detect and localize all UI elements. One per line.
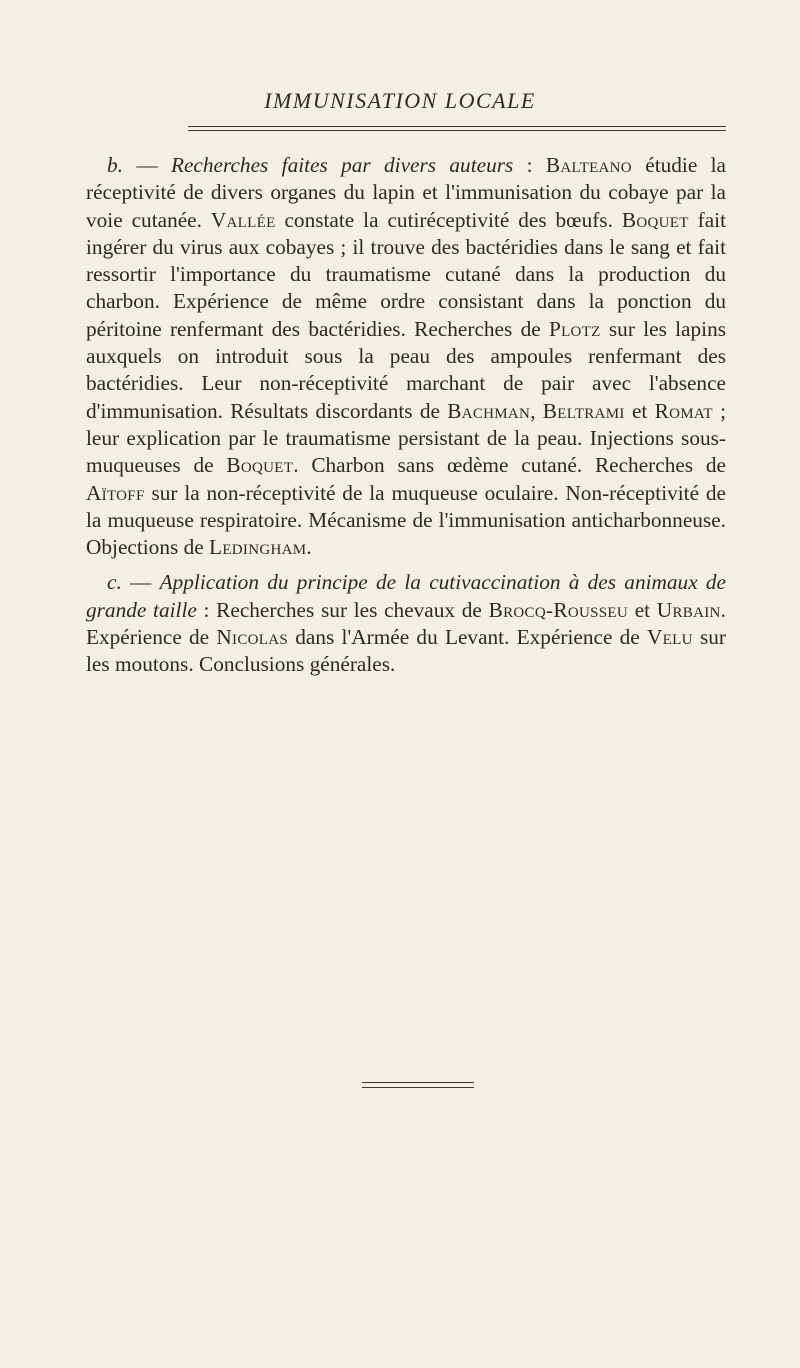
author-ledingham: Ledingham: [209, 535, 307, 560]
text-segment: étudie la réceptivité de divers organes du lapin et l'immunisation du cobaye par la voie cutanée.: [86, 153, 727, 232]
author-nicolas: Nicolas: [216, 625, 288, 650]
paragraph-c-heading: Application du principe de la cutivaccination à des animaux de grande taille: [86, 570, 727, 622]
text-segment: . Charbon sans œdème cutané. Recherches de: [293, 453, 727, 478]
paragraph-c-dash: —: [130, 570, 152, 595]
author-beltrami: Beltrami: [542, 398, 625, 423]
paragraph-b: [86, 152, 726, 561]
paragraph-c-marker: c.: [107, 570, 122, 595]
text-segment: dans l'Armée du Levant. Expérience de: [288, 625, 647, 650]
text-segment: constate la cutiréceptivité des bœufs.: [275, 207, 622, 232]
text-segment: et: [628, 597, 657, 622]
text-segment: fait ingérer du virus aux cobayes ; il trouve des bactéridies dans le sang et fait ressortir l'importance du traumatisme cutané dans la production du charbon. Expérience de même ordre consistant dans la ponction du péritoine renfermant des bactéridies. Recherches de: [86, 207, 726, 341]
text-segment: ,: [530, 398, 543, 423]
paragraph-b-marker: b.: [107, 153, 123, 177]
author-brocq-rousseu: Brocq-Rousseu: [488, 597, 628, 622]
text-segment: sur les moutons. Conclusions générales.: [86, 625, 726, 677]
paragraph-b-heading: Recherches faites par divers auteurs: [170, 153, 514, 177]
author-aitoff: Aïtoff: [86, 480, 145, 505]
paragraph-b-colon: :: [513, 153, 546, 177]
author-boquet: Boquet: [621, 207, 689, 232]
header-double-rule: [188, 126, 726, 131]
end-double-rule: [362, 1082, 474, 1088]
author-urbain: Urbain: [656, 597, 721, 622]
paragraph-c-colon: :: [196, 597, 217, 622]
text-segment: . Expérience de: [86, 597, 726, 650]
body-text: [86, 152, 726, 679]
text-segment: .: [306, 535, 312, 560]
author-velu: Velu: [646, 625, 693, 650]
author-vallee: Vallée: [210, 207, 276, 232]
text-segment: sur les lapins auxquels on introduit sous la peau des ampoules renfermant des bactéridies. Leur non-réceptivité marchant de pair avec l'absence d'immunisation. Résultats discordants de: [86, 316, 727, 423]
author-bachman: Bachman: [447, 398, 531, 423]
text-segment: et: [624, 398, 655, 423]
paragraph-b-dash: —: [136, 153, 158, 177]
author-balteano: Balteano: [545, 153, 632, 177]
running-head-title: IMMUNISATION LOCALE: [264, 88, 536, 113]
paragraph-c: [86, 569, 726, 678]
text-segment: Recherches sur les chevaux de: [216, 597, 489, 622]
text-segment: ; leur explication par le traumatisme persistant de la peau. Injections sous-muqueuses de: [86, 398, 726, 478]
author-boquet: Boquet: [226, 453, 294, 478]
text-segment: sur la non-réceptivité de la muqueuse oculaire. Non-réceptivité de la muqueuse respiratoire. Mécanisme de l'immunisation anticharbonneuse. Objections de: [86, 480, 726, 560]
author-romat: Romat: [654, 398, 713, 423]
author-plotz: Plotz: [548, 316, 601, 341]
